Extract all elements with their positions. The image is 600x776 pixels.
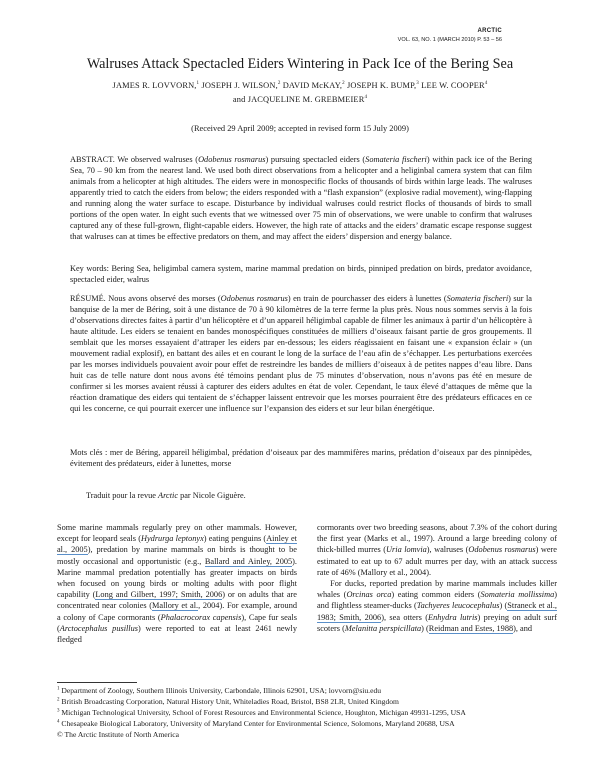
author: JOSEPH J. WILSON, — [201, 80, 278, 90]
citation-link[interactable]: Ballard and Ainley, 2005 — [204, 556, 293, 566]
journal-name: ARCTIC — [477, 28, 502, 34]
citation-link[interactable]: Straneck et al., 1983; Smith, 2006 — [317, 601, 557, 622]
translation-credit: Traduit pour la revue Arctic par Nicole Giguère. — [86, 491, 246, 500]
volume-info: VOL. 63, NO. 1 (MARCH 2010) P. 53 – 56 — [397, 37, 502, 43]
author: LEE W. COOPER — [421, 80, 485, 90]
author: JOSEPH K. BUMP, — [347, 80, 417, 90]
abstract: ABSTRACT. We observed walruses (Odobenus rosmarus) pursuing spectacled eiders (Somateria fischeri) within pack ice of the Bering Sea, 70 – 90 km from the nearest land. We used both direct observations from a helicopter and a heliginbal camera system that can film animals from a helicopter at high altitudes. The eiders were in monospecific flocks of thousands of birds within large leads. The walruses apparently tried to catch the eiders from below; the eiders responded with a “flash expansion” (explosive radial movement), wing-flapping and running along the water surface to escape. Disturbance by individual walruses could restrict flocks of thousands of birds to small portions of the open water. In eight such events that we witnessed over 75 min of observations, we were unable to confirm that walruses captured any of these full-grown, flight-capable eiders. However, the high rate of attacks and the eiders’ dramatic escape response suggest that walruses can at times be effective predators on them, and may affect the eiders’ dispersion and energy balance. — [70, 155, 532, 242]
footnote: $^4$ Chesapeake Biological Laboratory, University of Maryland Center for Environmental Science, Solomons, Maryland 20688, USA — [57, 719, 455, 728]
citation-link[interactable]: Long and Gilbert, 1997; Smith, 2006 — [95, 590, 223, 600]
resume: RÉSUMÉ. Nous avons observé des morses (Odobenus rosmarus) en train de pourchasser des eiders à lunettes (Somateria fischeri) sur la banquise de la mer de Béring, soit à une distance de 70 à 90 kilomètres de la terre ferme la plus près. Nous nous sommes servis à la fois d’observations directes faites à partir d’un hélicoptère et d’un appareil héligimbal capable de filmer les animaux à partir d’un hélicoptère à haute altitude. Les eiders se tenaient en bandes monospécifiques constituées de milliers d’oiseaux faisant partie de gros groupements. Il semblait que les morses essayaient d’attraper les eiders par en-dessous; les eiders réagissaient en faisant une « expansion éclair » (un mouvement radial explosif), en battant des ailes et en courant le long de la surface de l’eau afin de s’échapper. Les perturbations exercées par les morses individuels pouvaient avoir pour effet de restreindre les bandes de milliers d’oiseaux à de petites nappes d’eau libre. Dans huit cas de telle nature dont nous avons été témoins pendant plus de 75 minutes d’observation, nous n’avons pas été en mesure de confirmer si les morses avaient réussi à capturer des eiders adultes en état de voler. Cependant, le taux élevé d’attaques de même que la réaction dramatique des eiders qui tentaient de s’échapper laissent entrevoir que les morses pourraient être des prédateurs efficaces en ce qui les concerne, ce qui pourrait exercer une influence sur l’expansion des eiders et sur leur bilan énergétique. — [70, 294, 532, 414]
paper-title: Walruses Attack Spectacled Eiders Wintering in Pack Ice of the Bering Sea — [86, 56, 514, 72]
author: JACQUELINE M. GREBMEIER — [247, 94, 365, 104]
author-conjunction: and — [232, 94, 246, 104]
author-list: JAMES R. LOVVORN,$^1$ JOSEPH J. WILSON,$^2$ DAVID McKAY,$^2$ JOSEPH K. BUMP,$^3$ LEE W. COOPER$^4$ and JACQUELINE M. GREBMEIER$^4$ — [112, 80, 488, 104]
citation-link[interactable]: Reidman and Estes, 1988 — [428, 623, 514, 633]
footnote-divider — [57, 682, 137, 683]
footnote: $^2$ British Broadcasting Corporation, Natural History Unit, Whiteladies Road, Bristol, BS8 2LR, United Kingdom — [57, 697, 399, 706]
footnote: $^1$ Department of Zoology, Southern Illinois University, Carbondale, Illinois 62901, USA; lovvorn@siu.edu — [57, 686, 382, 695]
citation-link[interactable]: Ainley et al., 2005 — [57, 534, 297, 555]
footnote: $^3$ Michigan Technological University, School of Forest Resources and Environmental Science, Houghton, Michigan 49931-1295, USA — [57, 708, 466, 717]
citation-link[interactable]: Mallory et al. — [152, 601, 199, 611]
body-column-right: cormorants over two breeding seasons, about 7.3% of the cohort during the first year (Marks et al., 1997). Around a large breeding colony of thick-billed murres (Uria lomvia), walruses (Odobenus rosmarus) were estimated to eat up to 67 adult murres per day, with an attack success rate of 46% (Mallory et al., 2004). For ducks, reported predation by marine mammals includes killer whales (Orcinas orca) eating common eiders (Somateria mollissima) and flightless steamer-ducks (Tachyeres leucocephalus) (Straneck et al., 1983; Smith, 2006), sea otters (Enhydra lutris) preying on adult surf scoters (Melanitta perspicillata) (Reidman and Estes, 1988), and — [317, 523, 557, 633]
author: DAVID McKAY, — [282, 80, 343, 90]
author: JAMES R. LOVVORN, — [112, 80, 197, 90]
mots-cles: Mots clés : mer de Béring, appareil héligimbal, prédation d’oiseaux par des mammifères marins, prédation d’oiseaux par des pinnipèdes, évitement des prédateurs, eider à lunettes, morse — [70, 448, 532, 469]
body-column-left: Some marine mammals regularly prey on other mammals. However, except for leopard seals (Hydrurga leptonyx) eating penguins (Ainley et al., 2005), predation by marine mammals on birds is thought to be mostly occasional and opportunistic (e.g., Ballard and Ainley, 2005). Marine mammal predation potentially has greater impacts on birds when focused on young birds or molting adults with poor flight capability (Long and Gilbert, 1997; Smith, 2006) or on adults that are concentrated near colonies (Mallory et al., 2004). For example, around a colony of Cape cormorants (Phalacrocorax capensis), Cape fur seals (Arctocephalus pusillus) were reported to eat at least 2461 newly fledged — [57, 523, 297, 645]
received-dates: (Received 29 April 2009; accepted in revised form 15 July 2009) — [191, 124, 409, 133]
copyright: © The Arctic Institute of North America — [57, 730, 180, 739]
keywords: Key words: Bering Sea, heligimbal camera system, marine mammal predation on birds, pinniped predation on birds, predator avoidance, spectacled eider, walrus — [70, 264, 532, 285]
